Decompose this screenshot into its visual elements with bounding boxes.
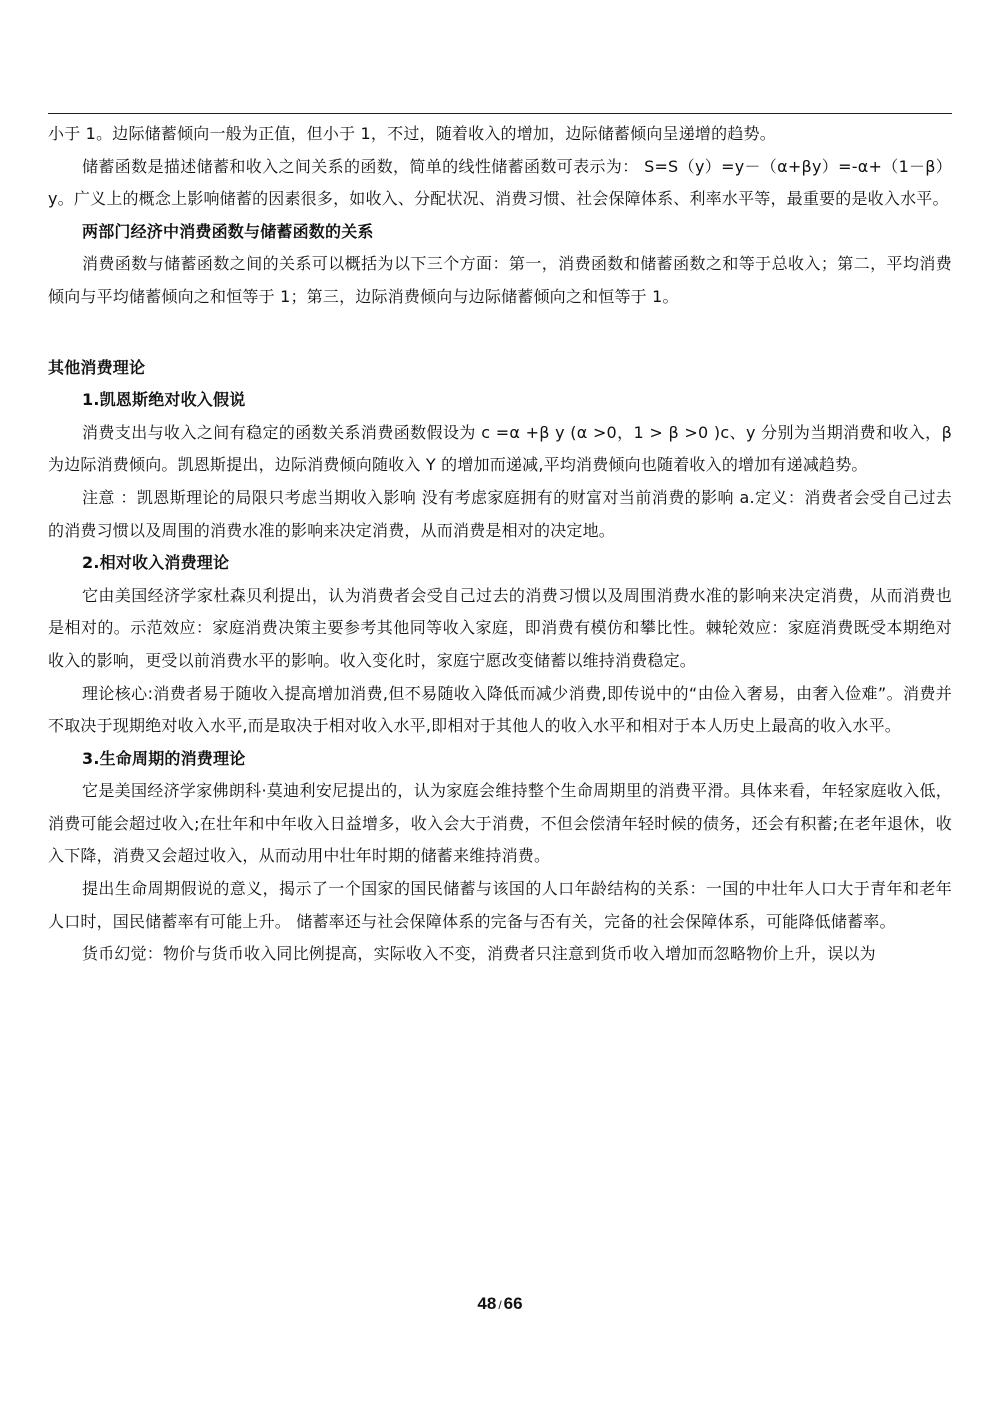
page-total: 66 [503,1294,523,1313]
heading-relative-income: 2.相对收入消费理论 [82,553,230,573]
paragraph-money-illusion: 货币幻觉：物价与货币收入同比例提高，实际收入不变，消费者只注意到货币收入增加而忽略物价上升，误以为 [82,944,876,964]
heading-other-consumption-theories: 其他消费理论 [48,357,146,377]
paragraph-keynes-note: 注意 ：凯恩斯理论的局限只考虑当期收入影响 没有考虑家庭拥有的财富对当前消费的影响 a.定义：消费者会受自己过去的消费习惯以及周围的消费水准的影响来决定消费，从而消费是相对的决定地。 [48,487,952,540]
heading-life-cycle: 3.生命周期的消费理论 [82,748,246,768]
paragraph-keynes-function: 消费支出与收入之间有稳定的函数关系消费函数假设为 c =α +β y (α >0，1 > β >0 )c、y 分别为当期消费和收入，β为边际消费倾向。凯恩斯提出，边际消费倾向随收入 Y 的增加而递减,平均消费倾向也随着收入的增加有递减趋势。 [48,422,952,475]
paragraph-life-cycle: 它是美国经济学家佛朗科·莫迪利安尼提出的，认为家庭会维持整个生命周期里的消费平滑。具体来看，年轻家庭收入低，消费可能会超过收入;在壮年和中年收入日益增多，收入会大于消费，不但会偿清年轻时候的债务，还会有积蓄;在老年退休，收入下降，消费又会超过收入，从而动用中壮年时期的储蓄来维持消费。 [48,781,952,866]
page-current: 48 [477,1294,497,1313]
heading-two-sector-relation: 两部门经济中消费函数与储蓄函数的关系 [82,221,374,241]
paragraph-life-cycle-significance: 提出生命周期假说的意义，揭示了一个国家的国民储蓄与该国的人口年龄结构的关系：一国的中壮年人口大于青年和老年人口时，国民储蓄率有可能上升。 储蓄率还与社会保障体系的完备与否有关，完备的社会保障体系，可能降低储蓄率。 [48,879,952,931]
paragraph-relative-income: 它由美国经济学家杜森贝利提出，认为消费者会受自己过去的消费习惯以及周围消费水准的影响来决定消费，从而消费也是相对的。示范效应：家庭消费决策主要参考其他同等收入家庭，即消费有模仿和攀比性。棘轮效应：家庭消费既受本期绝对收入的影响，更受以前消费水平的影响。收入变化时，家庭宁愿改变储蓄以维持消费稳定。 [48,585,952,670]
paragraph-saving-function: 储蓄函数是描述储蓄和收入之间关系的函数，简单的线性储蓄函数可表示为： S=S（y）=y－（α+βy）=-α+（1－β）y。广义上的概念上影响储蓄的因素很多，如收入、分配状况、消费习惯、社会保障体系、利率水平等，最重要的是收入水平。 [48,156,952,209]
paragraph-marginal-saving-tail: 小于 1。边际储蓄倾向一般为正值，但小于 1，不过，随着收入的增加，边际储蓄倾向呈递增的趋势。 [48,124,776,143]
page-body [48,118,952,971]
section-gap [48,314,952,352]
paragraph-relative-income-core: 理论核心:消费者易于随收入提高增加消费,但不易随收入降低而减少消费,即传说中的“由俭入奢易，由奢入俭难”。消费并不取决于现期绝对收入水平,而是取决于相对收入水平,即相对于其他人的收入水平和相对于本人历史上最高的收入水平。 [48,683,952,736]
paragraph-relation-three-aspects: 消费函数与储蓄函数之间的关系可以概括为以下三个方面：第一，消费函数和储蓄函数之和等于总收入；第二，平均消费倾向与平均储蓄倾向之和恒等于 1；第三，边际消费倾向与边际储蓄倾向之和恒等于 1。 [48,254,952,306]
page-number [0,1294,1000,1314]
heading-keynes-absolute-income: 1.凯恩斯绝对收入假说 [82,390,246,410]
page-separator: / [498,1298,502,1312]
header-rule [48,113,952,114]
